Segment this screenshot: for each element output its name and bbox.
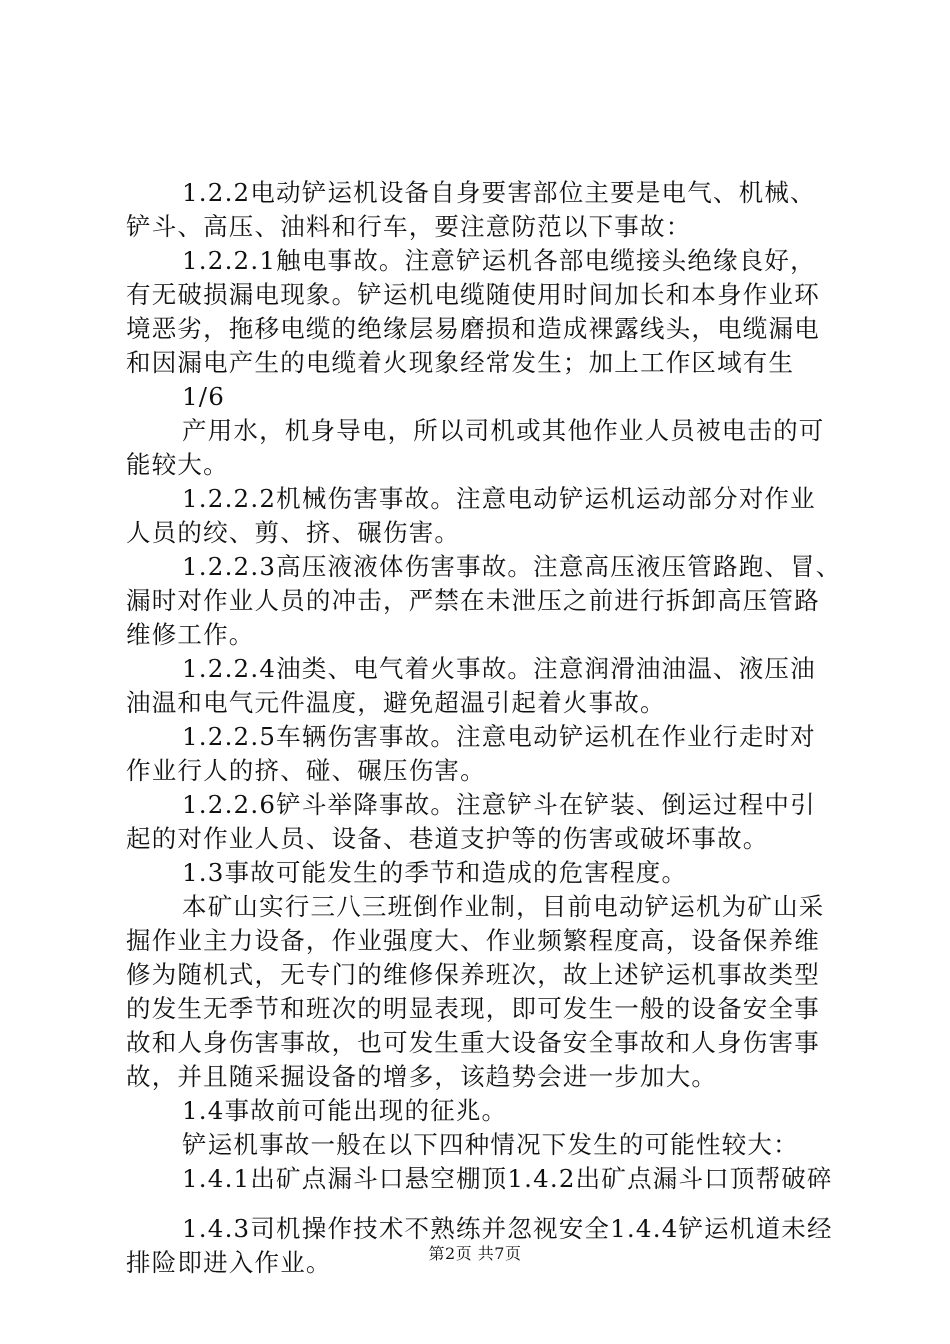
- text-line: 的发生无季节和班次的明显表现，即可发生一般的设备安全事: [126, 994, 820, 1023]
- text-line: 作业行人的挤、碰、碾压伤害。: [126, 756, 486, 785]
- text-line: 1.4.3司机操作技术不熟练并忽视安全1.4.4铲运机道未经: [182, 1214, 833, 1243]
- text-line: 铲运机事故一般在以下四种情况下发生的可能性较大：: [182, 1130, 799, 1159]
- text-line: 和因漏电产生的电缆着火现象经常发生；加上工作区域有生: [126, 348, 795, 377]
- text-line: 排险即进入作业。: [126, 1248, 332, 1277]
- document-body: [126, 176, 842, 1280]
- text-line: 能较大。: [126, 450, 229, 479]
- text-line: 人员的绞、剪、挤、碾伤害。: [126, 518, 461, 547]
- text-line: 1.4.1出矿点漏斗口悬空棚顶1.4.2出矿点漏斗口顶帮破碎: [182, 1164, 833, 1193]
- text-line: 1.2.2电动铲运机设备自身要害部位主要是电气、机械、: [182, 178, 816, 207]
- text-line: 起的对作业人员、设备、巷道支护等的伤害或破坏事故。: [126, 824, 769, 853]
- text-line: 修为随机式，无专门的维修保养班次，故上述铲运机事故类型: [126, 960, 820, 989]
- text-line: 1.2.2.5车辆伤害事故。注意电动铲运机在作业行走时对: [182, 722, 816, 751]
- text-line: 铲斗、高压、油料和行车，要注意防范以下事故：: [126, 212, 692, 241]
- text-line: 1.3事故可能发生的季节和造成的危害程度。: [182, 858, 688, 887]
- text-line: 有无破损漏电现象。铲运机电缆随使用时间加长和本身作业环: [126, 280, 820, 309]
- text-line: 维修工作。: [126, 620, 255, 649]
- text-line: 故和人身伤害事故，也可发生重大设备安全事故和人身伤害事: [126, 1028, 820, 1057]
- paragraph-gap: [126, 1196, 832, 1212]
- text-line: 产用水，机身导电，所以司机或其他作业人员被电击的可: [182, 416, 825, 445]
- text-line: 1.2.2.2机械伤害事故。注意电动铲运机运动部分对作业: [182, 484, 816, 513]
- text-line: 1.4事故前可能出现的征兆。: [182, 1096, 508, 1125]
- text-line: 本矿山实行三八三班倒作业制，目前电动铲运机为矿山采: [182, 892, 825, 921]
- text-line: 油温和电气元件温度，避免超温引起着火事故。: [126, 688, 666, 717]
- text-line: 1.2.2.3高压液液体伤害事故。注意高压液压管路跑、冒、: [182, 552, 842, 581]
- text-line: 1.2.2.4油类、电气着火事故。注意润滑油油温、液压油: [182, 654, 816, 683]
- text-line: 境恶劣，拖移电缆的绝缘层易磨损和造成裸露线头，电缆漏电: [126, 314, 820, 343]
- text-line: 1.2.2.6铲斗举降事故。注意铲斗在铲装、倒运过程中引: [182, 790, 816, 819]
- text-line: 1/6: [182, 382, 226, 411]
- text-line: 故，并且随采掘设备的增多，该趋势会进一步加大。: [126, 1062, 718, 1091]
- page-footer: 第2页 共7页: [428, 1244, 522, 1263]
- text-line: 掘作业主力设备，作业强度大、作业频繁程度高，设备保养维: [126, 926, 820, 955]
- text-line: 漏时对作业人员的冲击，严禁在未泄压之前进行拆卸高压管路: [126, 586, 820, 615]
- text-line: 1.2.2.1触电事故。注意铲运机各部电缆接头绝缘良好，: [182, 246, 816, 275]
